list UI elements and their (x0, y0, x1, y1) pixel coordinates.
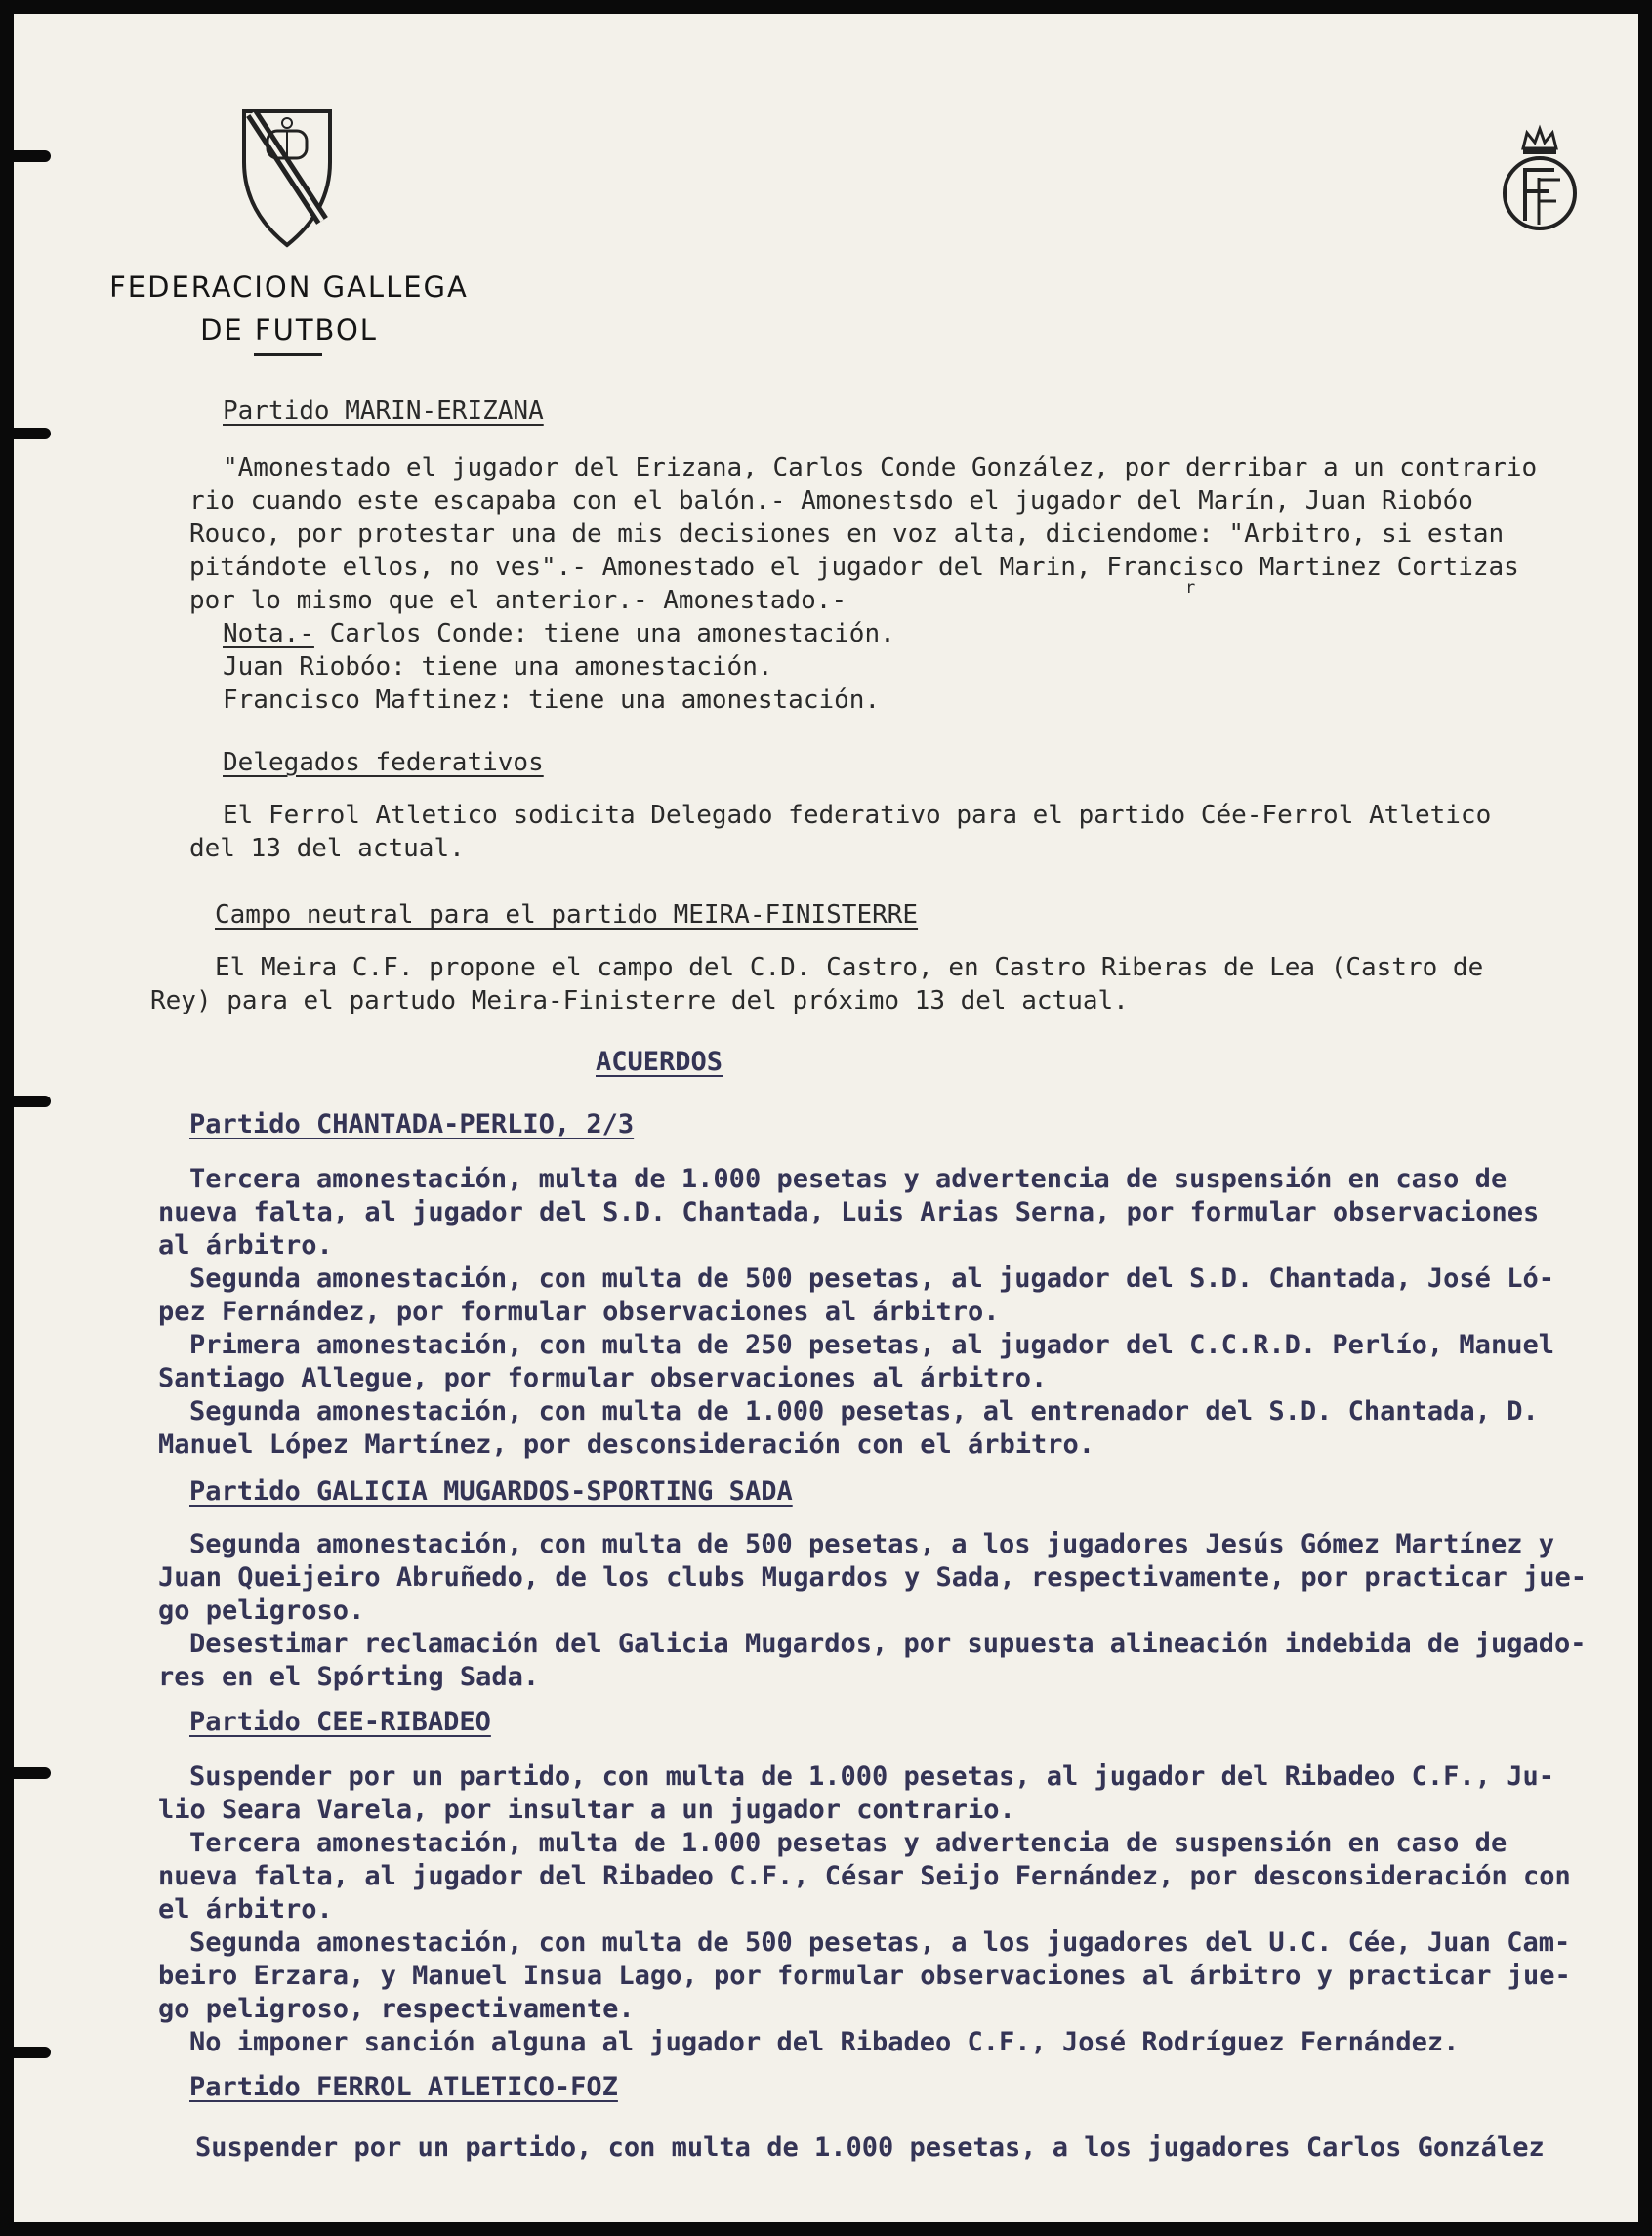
nota-label: Nota.- (223, 619, 314, 648)
cee-line: No imponer sanción alguna al jugador del Ribadeo C.F., José Rodríguez Fernández. (189, 2027, 1460, 2057)
binder-hole (14, 1767, 51, 1779)
document-sheet (14, 14, 1638, 2222)
handwritten-correction-mark: r (1185, 578, 1196, 598)
nota-line: Francisco Maftinez: tiene una amonestación. (223, 685, 881, 715)
chantada-line: Primera amonestación, con multa de 250 pesetas, al jugador del C.C.R.D. Perlío, Manuel (189, 1330, 1554, 1360)
galicia-line: res en el Spórting Sada. (158, 1662, 540, 1692)
chantada-line: Segunda amonestación, con multa de 1.000 pesetas, al entrenador del S.D. Chantada, D. (189, 1396, 1539, 1427)
galicia-line: Segunda amonestación, con multa de 500 pesetas, a los jugadores Jesús Gómez Martínez y (189, 1529, 1554, 1559)
campo-line: Rey) para el partudo Meira-Finisterre del próximo 13 del actual. (150, 986, 1129, 1015)
cee-line: nueva falta, al jugador del Ribadeo C.F., César Seijo Fernández, por desconsideración con (158, 1861, 1571, 1891)
delegados-line: del 13 del actual. (189, 834, 465, 863)
galicia-line: go peligroso. (158, 1595, 365, 1626)
marin-line: pitándote ellos, no ves".- Amonestado el jugador del Marin, Francisco Martinez Cortizas (189, 553, 1519, 582)
section-heading-ferrol-foz: Partido FERROL ATLETICO-FOZ (189, 2072, 618, 2102)
cee-line: Suspender por un partido, con multa de 1.000 pesetas, al jugador del Ribadeo C.F., Ju- (189, 1761, 1554, 1792)
cee-line: el árbitro. (158, 1894, 333, 1925)
letterhead-divider (254, 353, 322, 356)
section-heading-galicia-sada: Partido GALICIA MUGARDOS-SPORTING SADA (189, 1476, 793, 1507)
federation-name-line1: FEDERACION GALLEGA (109, 270, 469, 304)
section-heading-cee-ribadeo: Partido CEE-RIBADEO (189, 1707, 491, 1737)
section-heading-chantada-perlio: Partido CHANTADA-PERLIO, 2/3 (189, 1109, 635, 1139)
ferrol-line: Suspender por un partido, con multa de 1.000 pesetas, a los jugadores Carlos González (195, 2132, 1545, 2163)
federation-crest-icon (238, 104, 336, 250)
chantada-line: pez Fernández, por formular observaciones al árbitro. (158, 1297, 1000, 1327)
campo-line: El Meira C.F. propone el campo del C.D. Castro, en Castro Riberas de Lea (Castro de (215, 953, 1484, 982)
acuerdos-title: ACUERDOS (596, 1047, 723, 1077)
delegados-line: El Ferrol Atletico sodicita Delegado federativo para el partido Cée-Ferrol Atletico (223, 801, 1492, 830)
cee-line: Segunda amonestación, con multa de 500 pesetas, a los jugadores del U.C. Cée, Juan Cam- (189, 1927, 1571, 1958)
section-heading-campo-neutral: Campo neutral para el partido MEIRA-FINISTERRE (215, 900, 919, 930)
marin-line: por lo mismo que el anterior.- Amonestado.- (189, 586, 847, 615)
federation-name (84, 266, 494, 352)
royal-federation-crest-icon (1496, 119, 1584, 236)
binder-hole (14, 2047, 51, 2058)
chantada-line: al árbitro. (158, 1230, 333, 1261)
chantada-line: Santiago Allegue, por formular observaciones al árbitro. (158, 1363, 1048, 1393)
marin-line: Rouco, por protestar una de mis decisiones en voz alta, diciendome: "Arbitro, si estan (189, 519, 1505, 549)
federation-name-line2: DE FUTBOL (200, 313, 378, 347)
chantada-line: nueva falta, al jugador del S.D. Chantada, Luis Arias Serna, por formular observaciones (158, 1197, 1540, 1227)
cee-line: Tercera amonestación, multa de 1.000 pesetas y advertencia de suspensión en caso de (189, 1828, 1507, 1858)
section-heading-delegados: Delegados federativos (223, 748, 544, 777)
binder-hole (14, 1096, 51, 1107)
cee-line: lio Seara Varela, por insultar a un jugador contrario. (158, 1795, 1015, 1825)
chantada-line: Segunda amonestación, con multa de 500 pesetas, al jugador del S.D. Chantada, José Ló- (189, 1263, 1554, 1294)
nota-text: Carlos Conde: tiene una amonestación. (329, 619, 895, 648)
galicia-line: Juan Queijeiro Abruñedo, de los clubs Mugardos y Sada, respectivamente, por practicar jue- (158, 1562, 1587, 1593)
binder-hole (14, 428, 51, 439)
section-heading-marin-erizana: Partido MARIN-ERIZANA (223, 396, 544, 426)
cee-line: go peligroso, respectivamente. (158, 1994, 635, 2024)
binder-hole (14, 150, 51, 162)
chantada-line: Manuel López Martínez, por desconsideración con el árbitro. (158, 1429, 1095, 1460)
galicia-line: Desestimar reclamación del Galicia Mugardos, por supuesta alineación indebida de jugado- (189, 1629, 1587, 1659)
cee-line: beiro Erzara, y Manuel Insua Lago, por formular observaciones al árbitro y practicar jue- (158, 1961, 1571, 1991)
nota-line (223, 621, 895, 646)
marin-line: "Amonestado el jugador del Erizana, Carlos Conde González, por derribar a un contrario (223, 453, 1538, 482)
marin-line: rio cuando este escapaba con el balón.- Amonestsdo el jugador del Marín, Juan Riobóo (189, 486, 1473, 516)
chantada-line: Tercera amonestación, multa de 1.000 pesetas y advertencia de suspensión en caso de (189, 1164, 1507, 1194)
nota-line: Juan Riobóo: tiene una amonestación. (223, 652, 773, 682)
